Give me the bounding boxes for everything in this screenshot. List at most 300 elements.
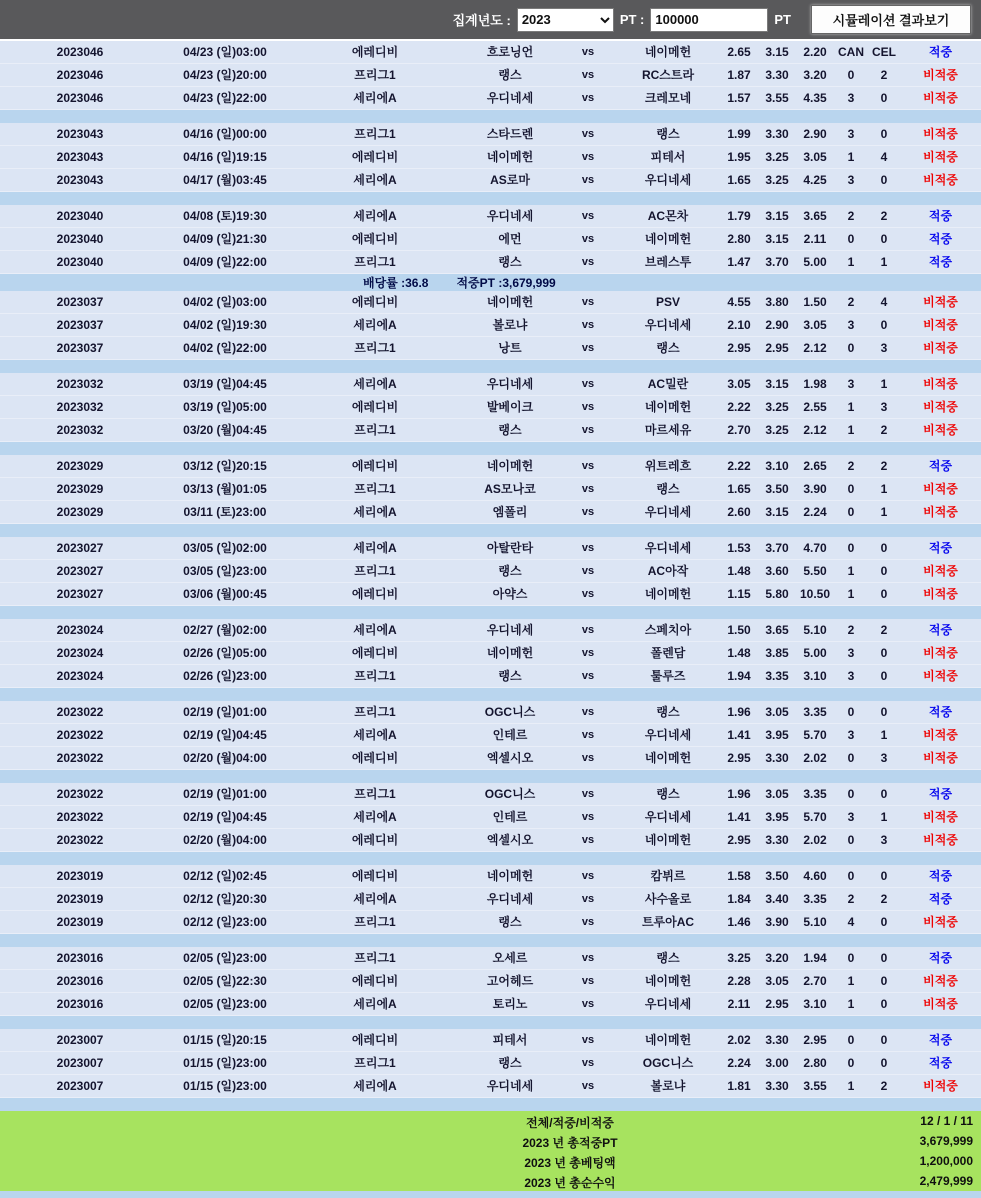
round-number: 2023040	[56, 209, 104, 223]
score-home: 4	[847, 915, 855, 929]
vs-label: vs	[581, 401, 595, 413]
score-home: 0	[847, 1056, 855, 1070]
group-separator	[0, 360, 981, 373]
match-datetime: 03/11 (토)23:00	[183, 505, 267, 519]
odds-draw: 3.30	[765, 68, 789, 82]
match-datetime: 04/02 (일)03:00	[183, 295, 267, 309]
group-odds-note: 배당률 :36.8	[363, 276, 429, 290]
score-away: 2	[880, 623, 888, 637]
league-name: 프리그1	[354, 787, 396, 801]
odds-home: 2.24	[727, 1056, 751, 1070]
score-home: 1	[847, 974, 855, 988]
table-row	[0, 455, 981, 478]
odds-draw: 3.25	[765, 150, 789, 164]
result-badge: 적중	[928, 45, 953, 59]
round-number: 2023019	[56, 915, 104, 929]
score-away: 0	[880, 1056, 888, 1070]
odds-away: 10.50	[799, 587, 831, 601]
odds-away: 3.10	[803, 997, 827, 1011]
table-row	[0, 970, 981, 993]
odds-home: 1.95	[727, 150, 751, 164]
vs-label: vs	[581, 342, 595, 354]
result-badge: 비적중	[923, 669, 958, 683]
group-separator	[0, 1098, 981, 1111]
result-badge: 비적중	[923, 810, 958, 824]
round-number: 2023046	[56, 45, 104, 59]
home-team: 엑셀시오	[486, 833, 534, 847]
score-away: 0	[880, 915, 888, 929]
league-name: 에레디비	[351, 751, 399, 765]
odds-away: 5.70	[803, 810, 827, 824]
odds-draw: 3.15	[765, 209, 789, 223]
result-badge: 비적중	[923, 150, 958, 164]
table-row	[0, 537, 981, 560]
result-badge: 적중	[928, 1033, 953, 1047]
league-name: 프리그1	[354, 915, 396, 929]
odds-home: 2.11	[727, 997, 751, 1011]
table-row	[0, 251, 981, 274]
odds-home: 2.80	[727, 232, 751, 246]
odds-away: 2.02	[803, 751, 827, 765]
score-home: 1	[847, 150, 855, 164]
home-team: 엠폴리	[492, 505, 528, 519]
odds-away: 3.90	[803, 482, 827, 496]
league-name: 세리에A	[353, 209, 397, 223]
odds-away: 2.12	[803, 341, 827, 355]
table-row	[0, 146, 981, 169]
league-name: 에레디비	[351, 459, 399, 473]
summary-label: 전체/적중/비적중	[526, 1116, 614, 1130]
round-number: 2023037	[56, 295, 104, 309]
odds-away: 3.05	[803, 318, 827, 332]
odds-away: 1.98	[803, 377, 827, 391]
round-number: 2023027	[56, 587, 104, 601]
home-team: 인테르	[492, 728, 528, 742]
odds-home: 1.94	[727, 669, 751, 683]
group-separator	[0, 606, 981, 619]
away-team: 우디네세	[644, 173, 692, 187]
odds-home: 1.41	[727, 810, 751, 824]
match-datetime: 04/17 (월)03:45	[183, 173, 267, 187]
score-home: 1	[847, 587, 855, 601]
odds-home: 1.87	[727, 68, 751, 82]
match-datetime: 02/19 (일)04:45	[183, 810, 267, 824]
odds-home: 2.95	[727, 341, 751, 355]
away-team: 볼로냐	[650, 1079, 686, 1093]
match-datetime: 02/12 (일)02:45	[183, 869, 267, 883]
league-name: 에레디비	[351, 833, 399, 847]
vs-label: vs	[581, 128, 595, 140]
away-team: 네이메헌	[644, 45, 692, 59]
summary-label: 2023 년 총베팅액	[524, 1156, 616, 1170]
odds-home: 2.65	[727, 45, 751, 59]
result-badge: 비적중	[923, 505, 958, 519]
league-name: 세리에A	[353, 541, 397, 555]
odds-home: 1.47	[727, 255, 751, 269]
odds-draw: 3.30	[765, 751, 789, 765]
table-row	[0, 888, 981, 911]
odds-draw: 3.80	[765, 295, 789, 309]
round-number: 2023046	[56, 91, 104, 105]
score-away: 2	[880, 1079, 888, 1093]
home-team: 랭스	[498, 423, 522, 437]
odds-away: 5.70	[803, 728, 827, 742]
match-datetime: 01/15 (일)23:00	[183, 1056, 267, 1070]
away-team: 캄뷔르	[650, 869, 686, 883]
score-away: 1	[880, 810, 888, 824]
score-away: 2	[880, 459, 888, 473]
match-datetime: 04/09 (일)22:00	[183, 255, 267, 269]
odds-draw: 3.95	[765, 810, 789, 824]
round-number: 2023029	[56, 482, 104, 496]
match-datetime: 03/20 (월)04:45	[183, 423, 267, 437]
odds-away: 4.35	[803, 91, 827, 105]
league-name: 에레디비	[351, 587, 399, 601]
summary-label: 2023 년 총적중PT	[522, 1136, 618, 1150]
odds-home: 1.96	[727, 705, 751, 719]
table-row	[0, 419, 981, 442]
vs-label: vs	[581, 834, 595, 846]
score-home: 3	[847, 646, 855, 660]
odds-away: 2.95	[803, 1033, 827, 1047]
away-team: 우디네세	[644, 728, 692, 742]
score-home: 0	[847, 541, 855, 555]
round-number: 2023019	[56, 869, 104, 883]
score-away: 0	[880, 974, 888, 988]
odds-home: 1.53	[727, 541, 751, 555]
odds-away: 2.65	[803, 459, 827, 473]
odds-away: 2.55	[803, 400, 827, 414]
home-team: 우디네세	[486, 892, 534, 906]
odds-home: 1.57	[727, 91, 751, 105]
score-away: 3	[880, 400, 888, 414]
table-row	[0, 41, 981, 64]
score-away: 1	[880, 728, 888, 742]
score-home: 0	[847, 505, 855, 519]
round-number: 2023016	[56, 951, 104, 965]
simulation-result-button[interactable]: 시뮬레이션 결과보기	[811, 5, 971, 34]
odds-away: 5.10	[803, 915, 827, 929]
table-row	[0, 783, 981, 806]
home-team: 우디네세	[486, 377, 534, 391]
home-team: 랭스	[498, 1056, 522, 1070]
home-team: AS모나코	[484, 482, 536, 496]
result-badge: 비적중	[923, 915, 958, 929]
result-badge: 비적중	[923, 318, 958, 332]
odds-draw: 3.15	[765, 377, 789, 391]
home-team: 아약스	[492, 587, 528, 601]
result-badge: 비적중	[923, 751, 958, 765]
score-home: 1	[847, 400, 855, 414]
odds-home: 1.46	[727, 915, 751, 929]
summary-value: 2,479,999	[919, 1174, 973, 1188]
odds-away: 2.11	[803, 232, 827, 246]
table-row	[0, 665, 981, 688]
match-datetime: 02/19 (일)04:45	[183, 728, 267, 742]
league-name: 에레디비	[351, 974, 399, 988]
table-row	[0, 501, 981, 524]
home-team: 오세르	[492, 951, 528, 965]
round-number: 2023007	[56, 1056, 104, 1070]
group-separator	[0, 274, 981, 291]
odds-away: 5.10	[803, 623, 827, 637]
score-home: 0	[847, 787, 855, 801]
odds-away: 3.55	[803, 1079, 827, 1093]
match-datetime: 01/15 (일)20:15	[183, 1033, 267, 1047]
league-name: 프리그1	[354, 127, 396, 141]
away-team: AC아작	[647, 564, 689, 578]
score-away: 0	[880, 91, 888, 105]
odds-home: 2.28	[727, 974, 751, 988]
result-badge: 비적중	[923, 833, 958, 847]
result-badge: 비적중	[923, 974, 958, 988]
result-badge: 비적중	[923, 377, 958, 391]
score-away: 1	[880, 255, 888, 269]
match-datetime: 02/26 (일)05:00	[183, 646, 267, 660]
pt-input[interactable]	[650, 8, 768, 32]
round-number: 2023032	[56, 377, 104, 391]
result-badge: 적중	[928, 951, 953, 965]
odds-away: 2.12	[803, 423, 827, 437]
league-name: 세리에A	[353, 997, 397, 1011]
odds-home: 2.22	[727, 400, 751, 414]
odds-home: 1.41	[727, 728, 751, 742]
table-row	[0, 373, 981, 396]
score-away: 2	[880, 209, 888, 223]
score-away: 0	[880, 869, 888, 883]
away-team: 트루아AC	[641, 915, 695, 929]
round-number: 2023029	[56, 459, 104, 473]
score-home: 3	[847, 91, 855, 105]
away-team: 우디네세	[644, 997, 692, 1011]
score-away: 4	[880, 295, 888, 309]
home-team: OGC니스	[484, 705, 536, 719]
group-separator	[0, 442, 981, 455]
round-number: 2023022	[56, 705, 104, 719]
round-number: 2023040	[56, 255, 104, 269]
score-home: 2	[847, 892, 855, 906]
away-team: 네이메헌	[644, 833, 692, 847]
away-team: 랭스	[656, 705, 680, 719]
match-datetime: 04/23 (일)03:00	[183, 45, 267, 59]
league-name: 세리에A	[353, 318, 397, 332]
league-name: 세리에A	[353, 1079, 397, 1093]
score-home: 0	[847, 751, 855, 765]
match-datetime: 04/09 (일)21:30	[183, 232, 267, 246]
score-away: 3	[880, 751, 888, 765]
match-datetime: 02/27 (월)02:00	[183, 623, 267, 637]
away-team: 사수올로	[644, 892, 692, 906]
score-away: 0	[880, 173, 888, 187]
odds-draw: 3.30	[765, 1079, 789, 1093]
away-team: 네이메헌	[644, 587, 692, 601]
odds-draw: 3.55	[765, 91, 789, 105]
odds-draw: 2.95	[765, 341, 789, 355]
match-datetime: 03/06 (월)00:45	[183, 587, 267, 601]
home-team: OGC니스	[484, 787, 536, 801]
result-badge: 적중	[928, 892, 953, 906]
match-datetime: 03/19 (일)04:45	[183, 377, 267, 391]
away-team: PSV	[655, 295, 680, 309]
league-name: 세리에A	[353, 377, 397, 391]
league-name: 에레디비	[351, 150, 399, 164]
result-badge: 적중	[928, 787, 953, 801]
home-team: 네이메헌	[486, 150, 534, 164]
group-separator	[0, 934, 981, 947]
match-datetime: 04/23 (일)22:00	[183, 91, 267, 105]
odds-draw: 3.95	[765, 728, 789, 742]
score-away: 0	[880, 564, 888, 578]
result-badge: 비적중	[923, 587, 958, 601]
odds-draw: 3.40	[765, 892, 789, 906]
vs-label: vs	[581, 706, 595, 718]
table-row	[0, 1052, 981, 1075]
odds-home: 2.02	[727, 1033, 751, 1047]
league-name: 에레디비	[351, 869, 399, 883]
vs-label: vs	[581, 460, 595, 472]
league-name: 프리그1	[354, 423, 396, 437]
odds-home: 2.22	[727, 459, 751, 473]
away-team: 랭스	[656, 341, 680, 355]
away-team: AC밀란	[647, 377, 689, 391]
score-home: CAN	[838, 45, 864, 59]
summary-row	[0, 1131, 981, 1151]
odds-draw: 3.50	[765, 482, 789, 496]
vs-label: vs	[581, 210, 595, 222]
odds-home: 1.99	[727, 127, 751, 141]
league-name: 에레디비	[351, 400, 399, 414]
home-team: 네이메헌	[486, 869, 534, 883]
away-team: 네이메헌	[644, 400, 692, 414]
group-hit-pt-note: 적중PT :3,679,999	[456, 276, 556, 290]
table-row	[0, 911, 981, 934]
odds-draw: 3.30	[765, 1033, 789, 1047]
league-name: 프리그1	[354, 564, 396, 578]
summary-footer	[0, 1111, 981, 1191]
away-team: 네이메헌	[644, 751, 692, 765]
odds-home: 2.10	[727, 318, 751, 332]
away-team: 랭스	[656, 127, 680, 141]
home-team: 볼로냐	[492, 318, 528, 332]
toolbar	[0, 0, 981, 41]
match-datetime: 03/12 (일)20:15	[183, 459, 267, 473]
odds-draw: 3.05	[765, 787, 789, 801]
away-team: 크레모네	[644, 91, 692, 105]
vs-label: vs	[581, 565, 595, 577]
round-number: 2023029	[56, 505, 104, 519]
odds-home: 1.84	[727, 892, 751, 906]
odds-draw: 3.15	[765, 45, 789, 59]
odds-away: 2.02	[803, 833, 827, 847]
score-home: 0	[847, 705, 855, 719]
table-row	[0, 205, 981, 228]
table-row	[0, 701, 981, 724]
vs-label: vs	[581, 998, 595, 1010]
odds-home: 2.60	[727, 505, 751, 519]
result-badge: 적중	[928, 1056, 953, 1070]
vs-label: vs	[581, 975, 595, 987]
odds-draw: 3.30	[765, 127, 789, 141]
table-row	[0, 228, 981, 251]
table-row	[0, 291, 981, 314]
vs-label: vs	[581, 483, 595, 495]
vs-label: vs	[581, 670, 595, 682]
home-team: 고어헤드	[486, 974, 534, 988]
group-separator	[0, 770, 981, 783]
match-datetime: 02/20 (월)04:00	[183, 833, 267, 847]
score-home: 0	[847, 341, 855, 355]
odds-draw: 3.65	[765, 623, 789, 637]
score-home: 3	[847, 173, 855, 187]
year-select[interactable]	[517, 8, 614, 32]
odds-draw: 3.85	[765, 646, 789, 660]
match-datetime: 02/12 (일)23:00	[183, 915, 267, 929]
odds-home: 2.70	[727, 423, 751, 437]
vs-label: vs	[581, 1034, 595, 1046]
odds-away: 3.35	[803, 892, 827, 906]
vs-label: vs	[581, 811, 595, 823]
table-row	[0, 169, 981, 192]
odds-away: 2.80	[803, 1056, 827, 1070]
odds-away: 4.70	[803, 541, 827, 555]
away-team: 브레스투	[644, 255, 692, 269]
odds-away: 3.35	[803, 705, 827, 719]
result-badge: 비적중	[923, 68, 958, 82]
round-number: 2023022	[56, 787, 104, 801]
table-row	[0, 87, 981, 110]
odds-away: 5.00	[803, 255, 827, 269]
league-name: 에레디비	[351, 45, 399, 59]
summary-value: 1,200,000	[919, 1154, 973, 1168]
score-away: 0	[880, 1033, 888, 1047]
score-away: 2	[880, 892, 888, 906]
home-team: 랭스	[498, 564, 522, 578]
odds-draw: 3.05	[765, 705, 789, 719]
odds-home: 1.81	[727, 1079, 751, 1093]
away-team: OGC니스	[642, 1056, 694, 1070]
away-team: RC스트라	[641, 68, 695, 82]
vs-label: vs	[581, 729, 595, 741]
score-away: 0	[880, 646, 888, 660]
home-team: 아탈란타	[486, 541, 534, 555]
round-number: 2023037	[56, 318, 104, 332]
score-home: 0	[847, 869, 855, 883]
odds-home: 1.15	[727, 587, 751, 601]
vs-label: vs	[581, 788, 595, 800]
round-number: 2023046	[56, 68, 104, 82]
away-team: 마르세유	[644, 423, 692, 437]
odds-away: 1.94	[803, 951, 827, 965]
odds-home: 1.65	[727, 482, 751, 496]
table-row	[0, 993, 981, 1016]
odds-draw: 3.30	[765, 833, 789, 847]
odds-away: 4.25	[803, 173, 827, 187]
group-separator	[0, 192, 981, 205]
score-home: 1	[847, 997, 855, 1011]
away-team: 네이메헌	[644, 1033, 692, 1047]
match-datetime: 03/13 (월)01:05	[183, 482, 267, 496]
result-badge: 비적중	[923, 173, 958, 187]
match-datetime: 02/20 (월)04:00	[183, 751, 267, 765]
result-badge: 비적중	[923, 91, 958, 105]
result-badge: 적중	[928, 541, 953, 555]
league-name: 세리에A	[353, 810, 397, 824]
round-number: 2023022	[56, 833, 104, 847]
home-team: 네이메헌	[486, 295, 534, 309]
round-number: 2023043	[56, 150, 104, 164]
match-datetime: 02/12 (일)20:30	[183, 892, 267, 906]
odds-home: 1.58	[727, 869, 751, 883]
